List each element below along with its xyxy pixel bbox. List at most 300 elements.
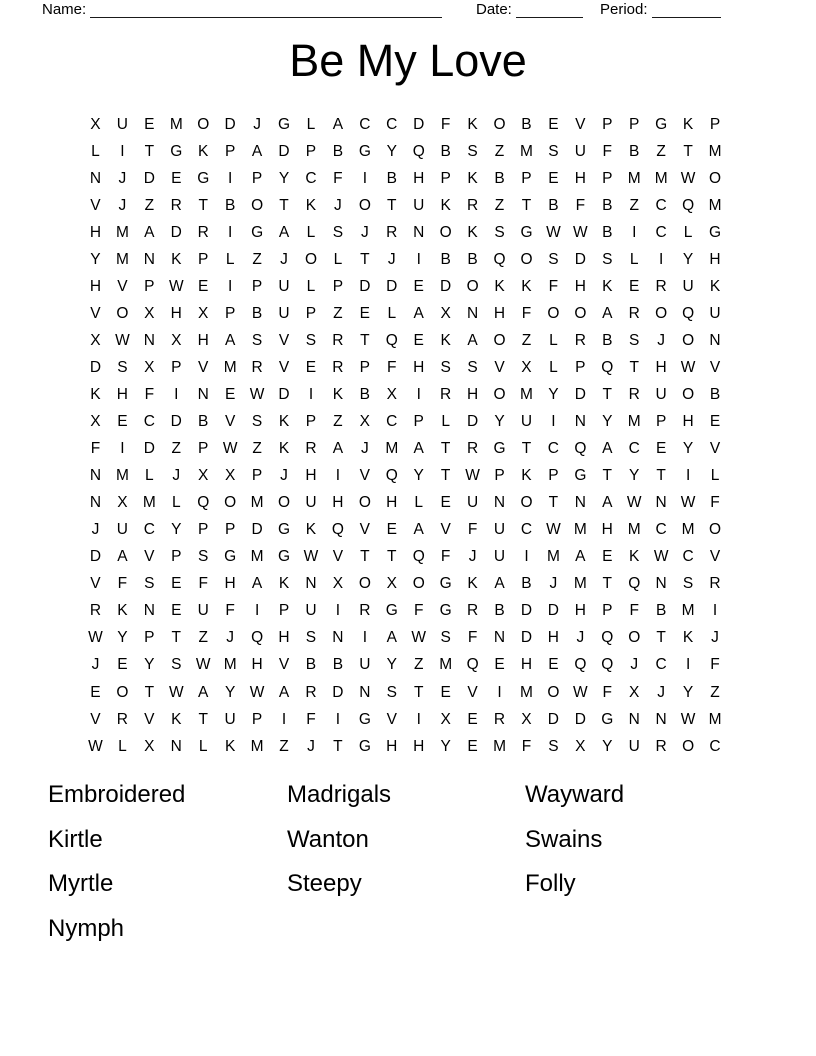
grid-cell: W <box>411 629 427 647</box>
grid-cell: B <box>467 250 478 268</box>
grid-cell: T <box>683 142 693 160</box>
grid-cell: E <box>709 413 721 431</box>
grid-cell: D <box>170 223 182 241</box>
grid-cell: P <box>251 710 263 728</box>
grid-cell: G <box>601 710 614 728</box>
grid-cell: N <box>655 494 667 512</box>
grid-cell: D <box>466 413 479 431</box>
grid-cell: O <box>682 331 695 349</box>
grid-cell: M <box>681 521 695 539</box>
grid-cell: T <box>279 196 289 214</box>
grid-cell: I <box>281 710 287 728</box>
grid-cell: G <box>358 710 371 728</box>
grid-cell: S <box>440 629 451 647</box>
grid-cell: M <box>681 602 695 620</box>
grid-cell: J <box>172 467 181 485</box>
grid-cell: K <box>278 413 290 431</box>
grid-cell: K <box>278 575 290 593</box>
grid-cell: F <box>333 169 343 187</box>
grid-cell: L <box>198 737 208 755</box>
grid-cell: P <box>224 304 236 322</box>
grid-cell: O <box>493 385 506 403</box>
grid-cell: F <box>387 358 397 376</box>
grid-cell: A <box>602 304 613 322</box>
grid-cell: T <box>360 548 370 566</box>
grid-cell: L <box>549 331 558 349</box>
period-field <box>600 1 721 18</box>
grid-cell: U <box>278 304 290 322</box>
grid-cell: F <box>225 602 235 620</box>
grid-cell: J <box>360 440 369 458</box>
grid-cell: J <box>253 115 261 133</box>
grid-cell: W <box>303 548 319 566</box>
grid-cell: X <box>144 304 155 322</box>
grid-cell: X <box>386 575 397 593</box>
grid-cell: T <box>144 142 155 160</box>
word-list-item: Folly <box>525 870 576 897</box>
grid-cell: S <box>467 142 478 160</box>
grid-cell: W <box>546 223 561 241</box>
grid-cell: X <box>90 413 101 431</box>
grid-cell: V <box>90 196 101 214</box>
grid-cell: I <box>712 602 718 620</box>
grid-cell: H <box>466 385 479 403</box>
grid-cell: R <box>628 304 640 322</box>
grid-cell: V <box>332 548 344 566</box>
grid-cell: P <box>224 521 236 539</box>
grid-cell: A <box>198 683 209 701</box>
grid-cell: R <box>116 710 128 728</box>
grid-cell: B <box>602 223 613 241</box>
grid-cell: F <box>306 710 316 728</box>
grid-cell: V <box>575 115 586 133</box>
grid-cell: D <box>278 142 290 160</box>
grid-cell: E <box>386 521 397 539</box>
grid-cell: D <box>278 385 290 403</box>
grid-cell: D <box>547 602 559 620</box>
grid-cell: V <box>359 467 371 485</box>
grid-cell: E <box>117 413 128 431</box>
grid-cell: P <box>602 115 613 133</box>
grid-cell: P <box>305 413 317 431</box>
grid-cell: S <box>251 413 263 431</box>
grid-cell: X <box>90 115 101 133</box>
grid-cell: P <box>709 115 721 133</box>
grid-cell: N <box>332 629 344 647</box>
grid-cell: E <box>467 710 478 728</box>
grid-cell: H <box>305 467 317 485</box>
grid-cell: H <box>709 250 721 268</box>
grid-cell: F <box>710 656 720 674</box>
grid-cell: L <box>441 413 450 431</box>
grid-cell: M <box>520 142 533 160</box>
grid-cell: V <box>198 358 209 376</box>
grid-cell: R <box>466 602 479 620</box>
grid-cell: K <box>682 629 694 647</box>
grid-cell: Z <box>144 196 155 214</box>
grid-cell: N <box>89 467 102 485</box>
grid-cell: Q <box>574 656 587 674</box>
grid-cell: D <box>574 250 586 268</box>
grid-cell: O <box>520 250 533 268</box>
grid-cell: N <box>655 710 667 728</box>
grid-cell: C <box>547 440 559 458</box>
grid-cell: P <box>305 304 317 322</box>
grid-cell: K <box>709 277 721 295</box>
grid-cell: Q <box>682 196 695 214</box>
grid-cell: C <box>655 196 667 214</box>
grid-cell: H <box>574 277 586 295</box>
grid-cell: D <box>574 710 586 728</box>
period-label: Period: <box>600 1 648 18</box>
grid-cell: U <box>197 602 209 620</box>
grid-cell: Z <box>279 737 289 755</box>
grid-cell: L <box>225 250 235 268</box>
grid-cell: L <box>387 304 397 322</box>
grid-cell: T <box>360 250 370 268</box>
grid-cell: W <box>249 683 265 701</box>
grid-cell: M <box>169 115 183 133</box>
grid-cell: M <box>573 521 587 539</box>
grid-cell: G <box>493 440 506 458</box>
grid-cell: O <box>304 250 317 268</box>
grid-cell: E <box>171 169 182 187</box>
grid-cell: E <box>117 656 128 674</box>
grid-cell: A <box>413 304 424 322</box>
grid-cell: I <box>362 629 367 647</box>
grid-cell: O <box>116 304 129 322</box>
grid-cell: X <box>171 331 182 349</box>
grid-cell: X <box>386 385 397 403</box>
grid-cell: J <box>118 169 127 187</box>
grid-cell: I <box>524 548 529 566</box>
word-list-item: Wayward <box>525 781 625 808</box>
grid-cell: M <box>627 521 641 539</box>
name-blank-line <box>90 1 442 18</box>
grid-cell: C <box>520 521 533 539</box>
grid-cell: X <box>224 467 236 485</box>
grid-cell: S <box>305 629 317 647</box>
grid-cell: R <box>709 575 721 593</box>
grid-cell: F <box>90 440 101 458</box>
grid-cell: O <box>709 521 722 539</box>
grid-cell: G <box>358 142 371 160</box>
grid-cell: R <box>440 385 452 403</box>
grid-cell: F <box>198 575 208 593</box>
grid-cell: Q <box>466 656 479 674</box>
grid-cell: S <box>467 358 478 376</box>
grid-cell: Z <box>710 683 720 701</box>
grid-cell: T <box>360 331 370 349</box>
grid-cell: P <box>629 115 640 133</box>
grid-cell: R <box>89 602 102 620</box>
grid-cell: P <box>332 277 344 295</box>
word-list-item: Swains <box>525 825 603 853</box>
grid-cell: K <box>198 142 209 160</box>
grid-cell: J <box>118 196 127 214</box>
word-list-item: Myrtle <box>48 870 114 897</box>
grid-cell: O <box>116 683 129 701</box>
grid-cell: E <box>548 169 559 187</box>
grid-cell: F <box>440 115 451 133</box>
grid-cell: X <box>144 737 155 755</box>
grid-cell: O <box>574 304 587 322</box>
grid-cell: C <box>682 548 694 566</box>
grid-cell: W <box>653 548 669 566</box>
grid-cell: F <box>575 196 586 214</box>
grid-cell: Q <box>601 629 614 647</box>
grid-cell: I <box>659 250 664 268</box>
grid-cell: A <box>413 521 424 539</box>
grid-cell: M <box>627 169 641 187</box>
grid-cell: Z <box>413 656 424 674</box>
grid-cell: F <box>440 548 451 566</box>
grid-cell: I <box>335 710 341 728</box>
grid-cell: S <box>548 737 559 755</box>
word-list-column <box>287 773 391 907</box>
grid-cell: O <box>709 169 722 187</box>
page-title: Be My Love <box>289 35 527 86</box>
grid-cell: B <box>224 196 236 214</box>
grid-cell: H <box>574 602 586 620</box>
grid-cell: P <box>224 142 236 160</box>
grid-cell: F <box>629 602 639 620</box>
grid-cell: P <box>521 169 532 187</box>
grid-cell: I <box>174 385 179 403</box>
grid-cell: Y <box>144 656 155 674</box>
grid-cell: H <box>413 169 425 187</box>
grid-cell: H <box>413 737 425 755</box>
grid-cell: E <box>144 115 155 133</box>
grid-cell: B <box>251 304 263 322</box>
grid-cell: G <box>170 142 183 160</box>
grid-cell: I <box>228 223 233 241</box>
grid-cell: E <box>413 277 424 295</box>
grid-cell: V <box>278 358 290 376</box>
grid-cell: C <box>305 169 317 187</box>
grid-cell: I <box>685 656 691 674</box>
grid-cell: H <box>547 629 559 647</box>
grid-cell: M <box>250 494 264 512</box>
grid-cell: K <box>117 602 128 620</box>
grid-cell: D <box>520 629 533 647</box>
grid-cell: U <box>709 304 721 322</box>
grid-cell: G <box>385 602 398 620</box>
grid-cell: O <box>493 115 506 133</box>
grid-cell: K <box>171 710 182 728</box>
grid-cell: A <box>224 331 236 349</box>
grid-cell: D <box>520 602 533 620</box>
grid-cell: T <box>440 440 451 458</box>
grid-cell: N <box>413 223 425 241</box>
grid-cell: T <box>602 467 613 485</box>
grid-cell: B <box>386 169 397 187</box>
grid-cell: R <box>574 331 586 349</box>
grid-cell: E <box>629 277 640 295</box>
grid-cell: K <box>440 331 451 349</box>
grid-cell: E <box>548 115 559 133</box>
grid-cell: O <box>520 494 533 512</box>
grid-cell: U <box>224 710 236 728</box>
grid-cell: B <box>359 385 371 403</box>
word-list-item: Madrigals <box>287 781 392 808</box>
grid-cell: P <box>602 602 613 620</box>
grid-cell: D <box>547 710 559 728</box>
grid-cell: Z <box>656 142 666 160</box>
date-field <box>476 1 583 18</box>
name-field <box>42 1 442 18</box>
grid-cell: H <box>520 656 533 674</box>
grid-cell: M <box>115 467 129 485</box>
grid-cell: B <box>198 413 209 431</box>
grid-cell: S <box>548 250 559 268</box>
grid-cell: D <box>143 440 155 458</box>
grid-cell: F <box>467 629 478 647</box>
grid-cell: U <box>116 115 128 133</box>
grid-cell: Y <box>440 737 451 755</box>
grid-cell: V <box>386 710 397 728</box>
grid-cell: W <box>465 467 480 485</box>
grid-cell: J <box>711 629 719 647</box>
grid-cell: T <box>440 467 451 485</box>
grid-cell: R <box>332 358 344 376</box>
grid-cell: R <box>655 737 667 755</box>
grid-cell: D <box>413 115 425 133</box>
grid-cell: L <box>683 223 693 241</box>
grid-cell: A <box>278 683 290 701</box>
grid-cell: K <box>278 440 290 458</box>
grid-cell: X <box>629 683 640 701</box>
grid-cell: M <box>223 656 237 674</box>
grid-cell: O <box>547 683 560 701</box>
grid-cell: Y <box>548 385 559 403</box>
grid-cell: O <box>251 196 264 214</box>
grid-cell: Q <box>682 304 695 322</box>
grid-cell: F <box>602 142 613 160</box>
grid-cell: P <box>251 277 263 295</box>
grid-cell: E <box>440 494 451 512</box>
grid-cell: S <box>198 548 209 566</box>
grid-cell: K <box>305 521 317 539</box>
grid-cell: M <box>573 575 587 593</box>
grid-cell: A <box>494 575 505 593</box>
grid-cell: D <box>359 277 371 295</box>
grid-cell: B <box>440 250 451 268</box>
grid-cell: O <box>358 575 371 593</box>
grid-cell: W <box>546 521 561 539</box>
grid-cell: H <box>386 737 398 755</box>
grid-cell: H <box>386 494 398 512</box>
grid-cell: G <box>574 467 587 485</box>
grid-cell: C <box>655 521 667 539</box>
grid-cell: V <box>467 683 478 701</box>
grid-cell: P <box>198 250 209 268</box>
grid-cell: N <box>197 385 209 403</box>
grid-cell: S <box>548 142 559 160</box>
grid-cell: M <box>493 737 506 755</box>
grid-cell: P <box>198 440 209 458</box>
grid-cell: U <box>305 494 317 512</box>
grid-cell: L <box>91 142 100 160</box>
grid-cell: I <box>228 277 233 295</box>
grid-cell: Y <box>494 413 505 431</box>
grid-cell: V <box>90 710 101 728</box>
word-list-item: Nymph <box>48 914 125 942</box>
grid-cell: Z <box>521 331 532 349</box>
grid-cell: L <box>306 277 316 295</box>
grid-cell: H <box>574 169 586 187</box>
grid-cell: O <box>197 115 210 133</box>
grid-cell: L <box>306 115 316 133</box>
grid-cell: G <box>439 575 452 593</box>
grid-cell: U <box>466 494 479 512</box>
grid-cell: R <box>493 710 506 728</box>
grid-cell: R <box>332 331 344 349</box>
grid-cell: J <box>468 548 477 566</box>
grid-cell: I <box>416 710 421 728</box>
grid-cell: J <box>307 737 315 755</box>
grid-cell: Q <box>412 142 425 160</box>
grid-cell: S <box>602 250 613 268</box>
grid-cell: E <box>171 575 182 593</box>
grid-cell: N <box>709 331 721 349</box>
grid-cell: A <box>144 223 155 241</box>
grid-cell: Z <box>198 629 208 647</box>
grid-cell: T <box>656 467 666 485</box>
grid-cell: P <box>548 467 559 485</box>
grid-cell: S <box>171 656 182 674</box>
grid-cell: Y <box>224 683 236 701</box>
grid-cell: I <box>685 467 691 485</box>
grid-cell: N <box>493 629 506 647</box>
grid-cell: B <box>494 169 505 187</box>
grid-cell: S <box>144 575 155 593</box>
grid-cell: T <box>521 440 532 458</box>
grid-cell: E <box>602 548 613 566</box>
grid-cell: G <box>520 223 533 241</box>
grid-cell: G <box>439 602 452 620</box>
grid-cell: P <box>144 277 155 295</box>
grid-cell: E <box>224 385 236 403</box>
grid-cell: M <box>708 196 722 214</box>
grid-cell: P <box>602 169 613 187</box>
grid-cell: C <box>386 115 398 133</box>
grid-cell: V <box>709 440 721 458</box>
grid-cell: J <box>630 656 639 674</box>
grid-cell: O <box>628 629 641 647</box>
grid-cell: J <box>576 629 585 647</box>
grid-cell: A <box>575 548 586 566</box>
grid-cell: G <box>197 169 210 187</box>
grid-cell: J <box>280 250 288 268</box>
grid-cell: W <box>88 629 103 647</box>
grid-cell: D <box>89 358 102 376</box>
grid-cell: W <box>249 385 265 403</box>
grid-cell: U <box>493 521 506 539</box>
grid-cell: Y <box>682 250 694 268</box>
grid-cell: N <box>493 494 506 512</box>
grid-cell: N <box>655 575 667 593</box>
grid-cell: W <box>222 440 238 458</box>
grid-cell: B <box>521 115 532 133</box>
grid-cell: M <box>520 683 533 701</box>
grid-cell: W <box>573 223 588 241</box>
grid-cell: Z <box>494 142 505 160</box>
grid-cell: J <box>334 196 342 214</box>
grid-cell: T <box>333 737 343 755</box>
grid-cell: T <box>413 683 424 701</box>
grid-cell: N <box>466 304 479 322</box>
